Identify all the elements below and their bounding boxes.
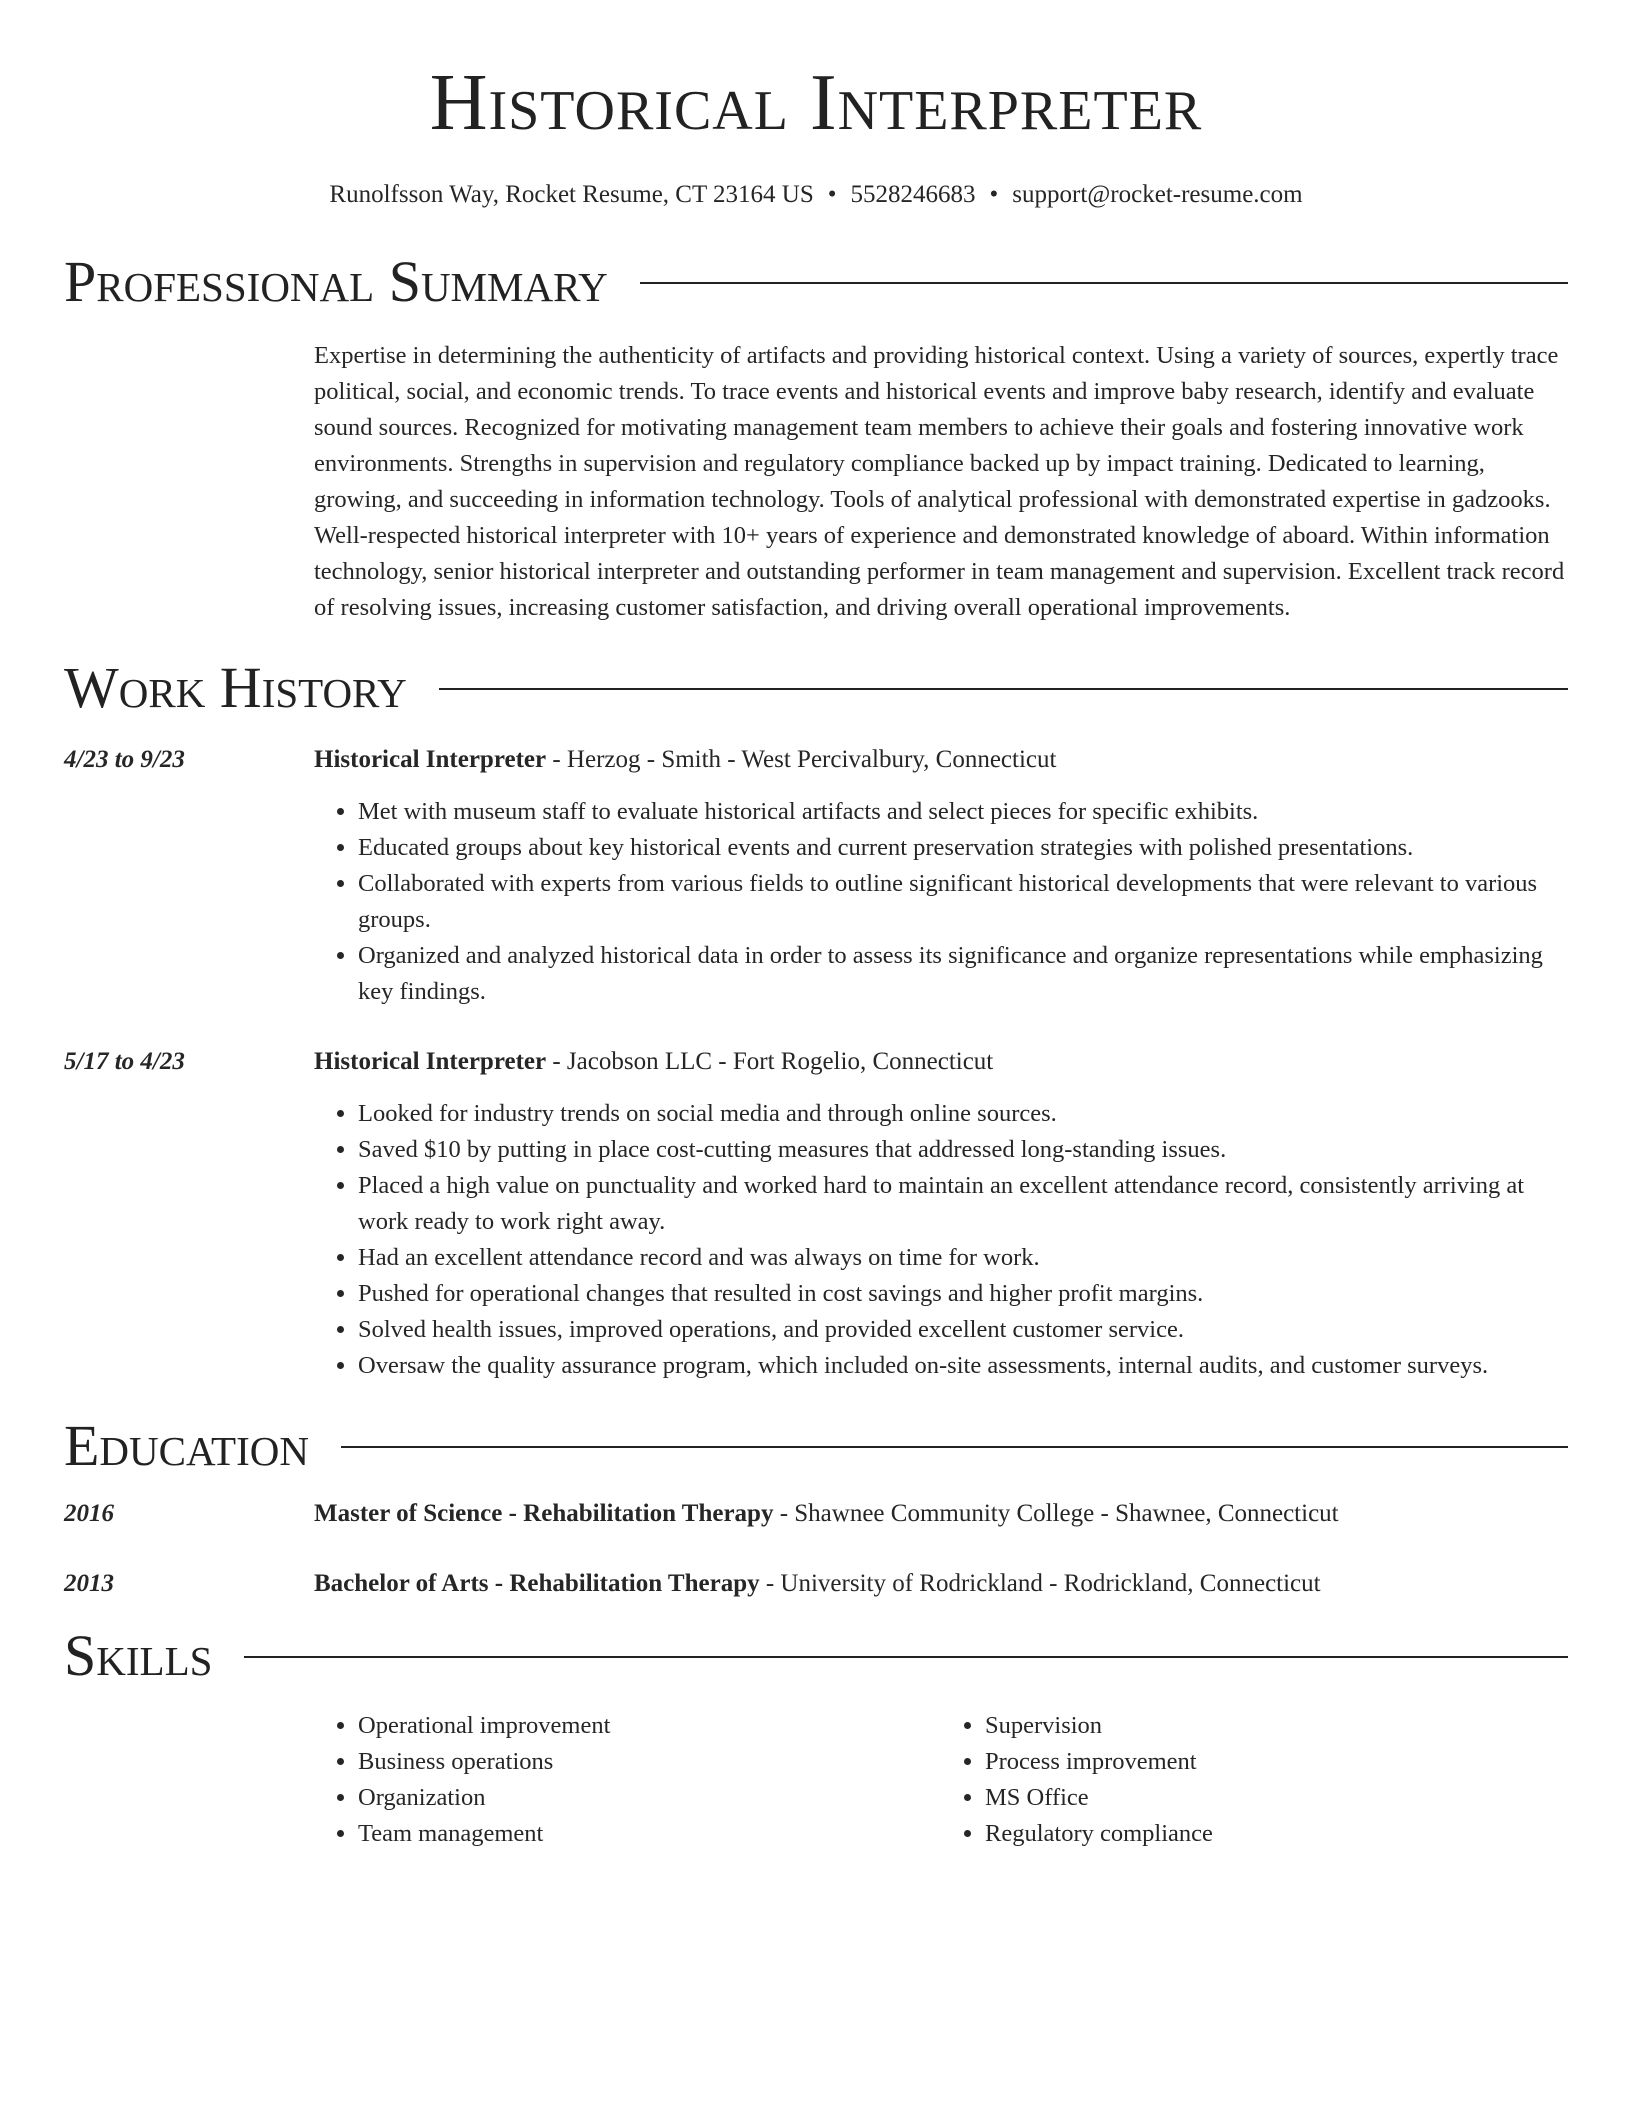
section-title: Work History [64, 655, 407, 720]
education-entry [64, 1566, 1568, 1602]
skills-section-header [64, 1624, 1568, 1688]
education-year: 2016 [64, 1500, 114, 1527]
job-bullets [314, 1096, 1568, 1384]
work-section-header [64, 656, 1568, 720]
skill-item: • Team management [358, 1816, 941, 1852]
section-divider [439, 688, 1568, 690]
contact-phone: 5528246683 [850, 181, 976, 208]
skills-spacer [64, 1708, 314, 1852]
skills-grid [314, 1708, 1568, 1852]
education-details [314, 1566, 1568, 1602]
job-position: Historical Interpreter [314, 746, 547, 773]
section-title: Professional Summary [64, 249, 608, 314]
job-entry [64, 1044, 1568, 1384]
job-employer: - Herzog - Smith - West Percivalbury, Connecticut [546, 746, 1057, 773]
education-details [314, 1496, 1568, 1532]
list-item: • Oversaw the quality assurance program, which included on-site assessments, internal audits, and customer surveys. [358, 1348, 1568, 1384]
section-divider [640, 282, 1568, 284]
summary-text: Expertise in determining the authenticity of artifacts and providing historical context. Using a variety of sources, expertly trace political, social, and economic trends. To trace events and historical events and improve baby research, identify and evaluate sound sources. Recognized for motivating management team members to achieve their goals and fostering innovative work environments. Strengths in supervision and regulatory compliance backed up by impact training. Dedicated to learning, growing, and succeeding in information technology. Tools of analytical professional with demonstrated expertise in gadzooks. Well-respected historical interpreter with 10+ years of experience and demonstrated knowledge of aboard. Within information technology, senior historical interpreter and outstanding performer in team management and supervision. Excellent track record of resolving issues, increasing customer satisfaction, and driving overall operational improvements. [314, 342, 1565, 621]
list-item: • Solved health issues, improved operations, and provided excellent customer service. [358, 1312, 1568, 1348]
education-degree: Bachelor of Arts - Rehabilitation Therapy [314, 1570, 760, 1597]
education-school: - University of Rodrickland - Rodrickland, Connecticut [759, 1570, 1321, 1597]
job-bullets [314, 794, 1568, 1010]
job-heading [314, 1044, 1568, 1080]
contact-line [64, 180, 1568, 210]
job-details [314, 742, 1568, 1010]
list-item: • Collaborated with experts from various fields to outline significant historical developments that were relevant to various groups. [358, 866, 1568, 938]
job-dates: 4/23 to 9/23 [64, 746, 185, 773]
list-item: • Pushed for operational changes that resulted in cost savings and higher profit margins. [358, 1276, 1568, 1312]
skill-item: • Regulatory compliance [985, 1816, 1568, 1852]
list-item: • Had an excellent attendance record and was always on time for work. [358, 1240, 1568, 1276]
list-item: • Educated groups about key historical events and current preservation strategies with polished presentations. [358, 830, 1568, 866]
education-degree: Master of Science - Rehabilitation Therapy [314, 1500, 774, 1527]
list-item: • Organized and analyzed historical data in order to assess its significance and organize representations while emphasizing key findings. [358, 938, 1568, 1010]
skills-column [941, 1708, 1568, 1852]
education-section-header [64, 1414, 1568, 1478]
summary-section-header [64, 250, 1568, 314]
section-title: Education [64, 1413, 309, 1478]
job-dates: 5/17 to 4/23 [64, 1048, 185, 1075]
skill-item: • Operational improvement [358, 1708, 941, 1744]
contact-address: Runolfsson Way, Rocket Resume, CT 23164 US [329, 181, 814, 208]
section-divider [341, 1446, 1568, 1448]
section-divider [244, 1656, 1568, 1658]
list-item: • Placed a high value on punctuality and worked hard to maintain an excellent attendance record, consistently arriving at work ready to work right away. [358, 1168, 1568, 1240]
skill-item: • Business operations [358, 1744, 941, 1780]
skill-item: • Process improvement [985, 1744, 1568, 1780]
skill-item: • MS Office [985, 1780, 1568, 1816]
list-item: • Met with museum staff to evaluate historical artifacts and select pieces for specific exhibits. [358, 794, 1568, 830]
list-item: • Saved $10 by putting in place cost-cutting measures that addressed long-standing issues. [358, 1132, 1568, 1168]
job-details [314, 1044, 1568, 1384]
education-year: 2013 [64, 1570, 114, 1597]
job-entry [64, 742, 1568, 1010]
skill-item: • Organization [358, 1780, 941, 1816]
job-heading [314, 742, 1568, 778]
skills-row [64, 1708, 1568, 1852]
contact-email: support@rocket-resume.com [1012, 181, 1303, 208]
page-title: Historical Interpreter [429, 59, 1203, 147]
contact-separator: • [827, 181, 837, 208]
skill-item: • Supervision [985, 1708, 1568, 1744]
education-entry [64, 1496, 1568, 1532]
list-item: • Looked for industry trends on social media and through online sources. [358, 1096, 1568, 1132]
section-title: Skills [64, 1623, 213, 1688]
summary-spacer [64, 338, 314, 626]
summary-row [64, 338, 1568, 626]
job-employer: - Jacobson LLC - Fort Rogelio, Connecticut [546, 1048, 994, 1075]
summary-body [314, 338, 1568, 626]
contact-separator: • [989, 181, 999, 208]
education-school: - Shawnee Community College - Shawnee, Connecticut [773, 1500, 1339, 1527]
skills-column [314, 1708, 941, 1852]
job-position: Historical Interpreter [314, 1048, 547, 1075]
